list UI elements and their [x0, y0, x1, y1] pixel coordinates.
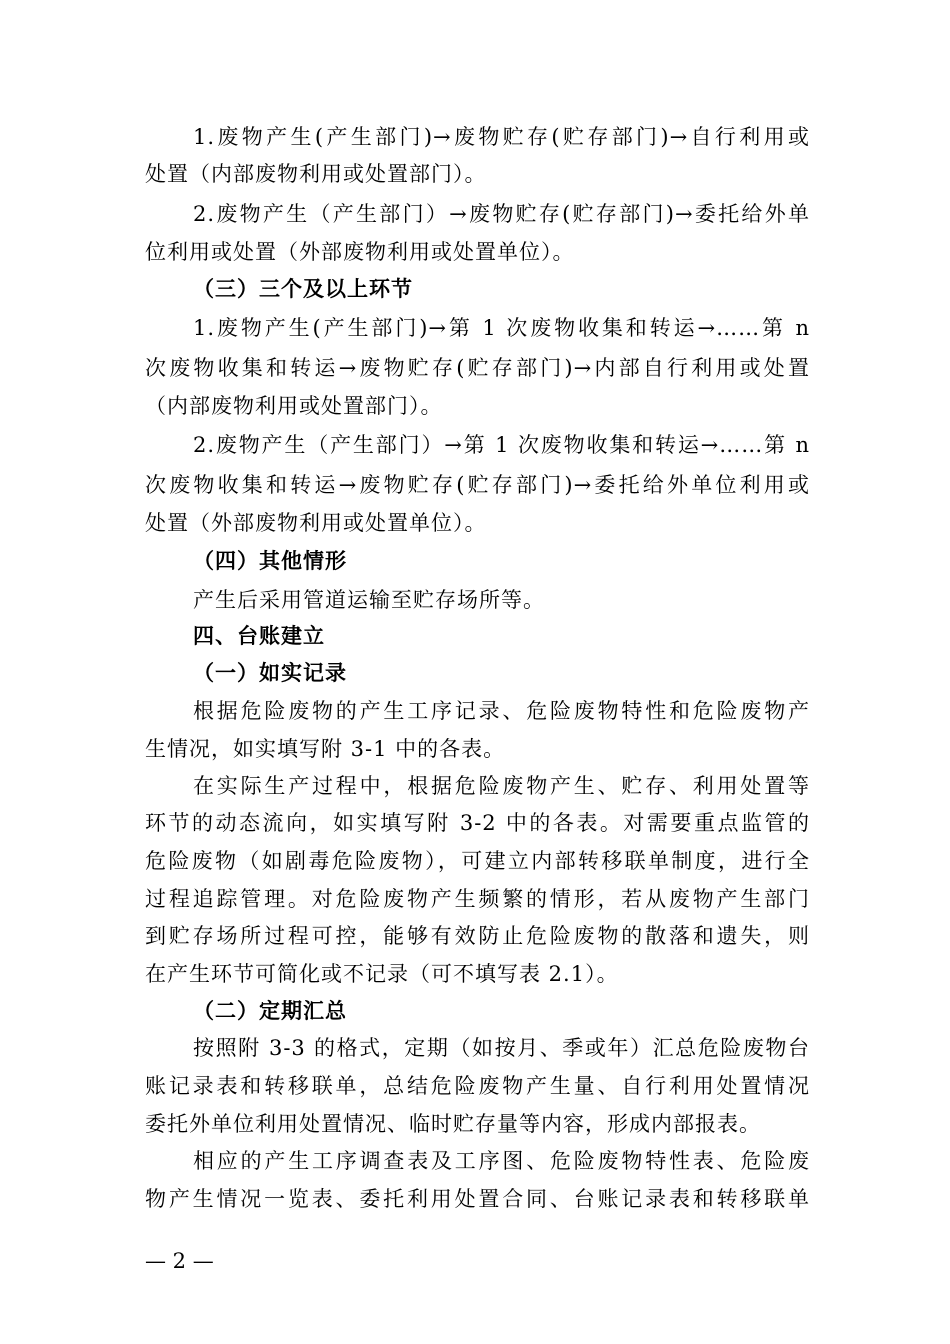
paragraph-line: 1.废物产生(产生部门)→第 1 次废物收集和转运→……第 n	[193, 316, 810, 340]
paragraph-line: 相应的产生工序调查表及工序图、危险废物特性表、危险废	[193, 1149, 810, 1173]
paragraph-line: 生情况，如实填写附 3-1 中的各表。	[145, 737, 506, 761]
paragraph-line: 在实际生产过程中，根据危险废物产生、贮存、利用处置等	[193, 774, 810, 798]
paragraph-line: 位利用或处置（外部废物利用或处置单位）。	[145, 240, 575, 264]
section-heading: （二）定期汇总	[193, 999, 347, 1023]
paragraph-line: 处置（外部废物利用或处置单位）。	[145, 511, 487, 535]
paragraph-line: （内部废物利用或处置部门）。	[145, 394, 443, 418]
page-number: — 2 —	[145, 1249, 214, 1273]
paragraph-line: 过程追踪管理。对危险废物产生频繁的情形，若从废物产生部门	[145, 887, 810, 911]
paragraph-line: 物产生情况一览表、委托利用处置合同、台账记录表和转移联单	[145, 1187, 810, 1211]
paragraph-line: 次废物收集和转运→废物贮存(贮存部门)→内部自行利用或处置	[145, 356, 810, 380]
paragraph-line: 产生后采用管道运输至贮存场所等。	[193, 588, 545, 612]
section-heading: （三）三个及以上环节	[193, 277, 413, 301]
paragraph-line: 按照附 3-3 的格式，定期（如按月、季或年）汇总危险废物台	[193, 1036, 810, 1060]
paragraph-line: 在产生环节可简化或不记录（可不填写表 2.1）。	[145, 962, 619, 986]
section-heading: （一）如实记录	[193, 661, 347, 685]
paragraph-line: 1.废物产生(产生部门)→废物贮存(贮存部门)→自行利用或	[193, 125, 810, 149]
paragraph-line: 次废物收集和转运→废物贮存(贮存部门)→委托给外单位利用或	[145, 473, 810, 497]
paragraph-line: 到贮存场所过程可控，能够有效防止危险废物的散落和遗失，则	[145, 924, 810, 948]
paragraph-line: 危险废物（如剧毒危险废物），可建立内部转移联单制度，进行全	[145, 849, 810, 873]
paragraph-line: 2.废物产生（产生部门）→第 1 次废物收集和转运→……第 n	[193, 433, 810, 457]
paragraph-line: 环节的动态流向，如实填写附 3-2 中的各表。对需要重点监管的	[145, 811, 810, 835]
chapter-heading: 四、台账建立	[193, 624, 325, 648]
paragraph-line: 处置（内部废物利用或处置部门）。	[145, 162, 487, 186]
paragraph-line: 2.废物产生（产生部门）→废物贮存(贮存部门)→委托给外单	[193, 202, 810, 226]
paragraph-line: 账记录表和转移联单，总结危险废物产生量、自行利用处置情况	[145, 1074, 810, 1098]
section-heading: （四）其他情形	[193, 549, 347, 573]
paragraph-line: 委托外单位利用处置情况、临时贮存量等内容，形成内部报表。	[145, 1112, 761, 1136]
paragraph-line: 根据危险废物的产生工序记录、危险废物特性和危险废物产	[193, 699, 810, 723]
